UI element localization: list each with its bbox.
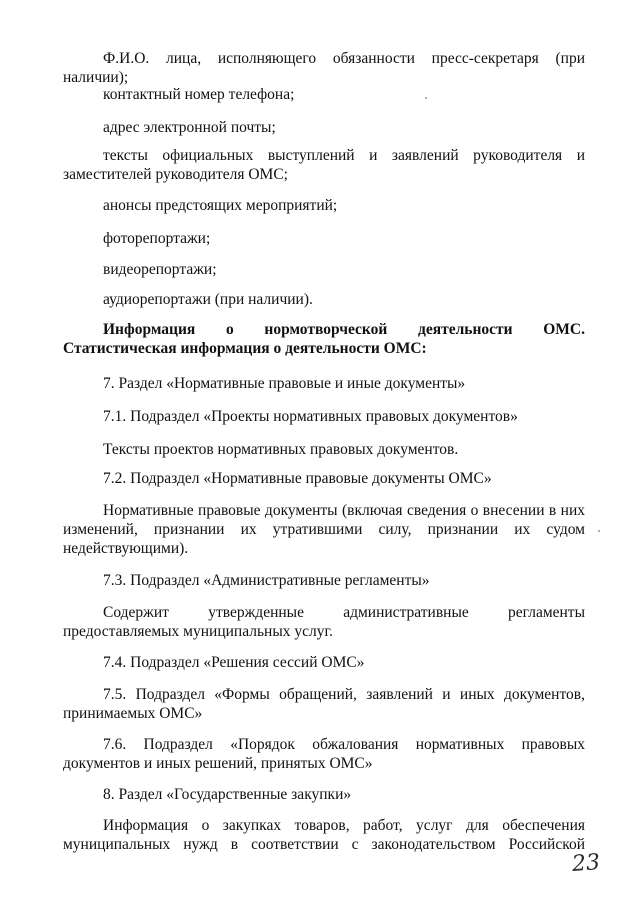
paragraph-press-secretary: Ф.И.О. лица, исполняющего обязанности пресс-секретаря (при наличии); xyxy=(63,50,585,86)
subsection-7-1-title: 7.1. Подраздел «Проекты нормативных правовых документов» xyxy=(103,408,518,425)
subsection-7-1-text: Тексты проектов нормативных правовых документов. xyxy=(103,441,459,458)
section-8-text: Информация о закупках товаров, работ, услуг для обеспечения муниципальных нужд в соответствии с законодательством Российской xyxy=(63,817,585,853)
scan-speck xyxy=(598,530,600,532)
subsection-7-6-title: 7.6. Подраздел «Порядок обжалования нормативных правовых документов и иных решений, принятых ОМС» xyxy=(63,736,585,772)
subsection-7-2-title: 7.2. Подраздел «Нормативные правовые документы ОМС» xyxy=(103,470,492,487)
paragraph-video-reports: видеорепортажи; xyxy=(103,261,217,278)
paragraph-speeches: тексты официальных выступлений и заявлений руководителя и заместителей руководителя ОМС; xyxy=(63,147,585,183)
subsection-7-5-title: 7.5. Подраздел «Формы обращений, заявлений и иных документов, принимаемых ОМС» xyxy=(63,686,585,722)
paragraph-phone: контактный номер телефона; xyxy=(103,86,295,103)
paragraph-email: адрес электронной почты; xyxy=(103,119,276,136)
subsection-7-3-text: Содержит утвержденные административные регламенты предоставляемых муниципальных услуг. xyxy=(63,604,585,640)
section-8-title: 8. Раздел «Государственные закупки» xyxy=(103,786,352,803)
subsection-7-4-title: 7.4. Подраздел «Решения сессий ОМС» xyxy=(103,654,365,671)
scan-speck xyxy=(425,97,427,99)
section-7-title: 7. Раздел «Нормативные правовые и иные документы» xyxy=(103,375,466,392)
paragraph-photo-reports: фоторепортажи; xyxy=(103,230,211,247)
section-heading-normative: Информация о нормотворческой деятельности ОМС. Статистическая информация о деятельности ОМС: xyxy=(63,321,585,357)
subsection-7-2-text: Нормативные правовые документы (включая сведения о внесении в них изменений, признании их утратившими силу, признании их судом недействующими). xyxy=(63,502,585,557)
paragraph-announcements: анонсы предстоящих мероприятий; xyxy=(103,197,338,214)
paragraph-audio-reports: аудиорепортажи (при наличии). xyxy=(103,291,313,308)
subsection-7-3-title: 7.3. Подраздел «Административные регламенты» xyxy=(103,572,430,589)
handwritten-page-number: 23 xyxy=(571,850,601,877)
